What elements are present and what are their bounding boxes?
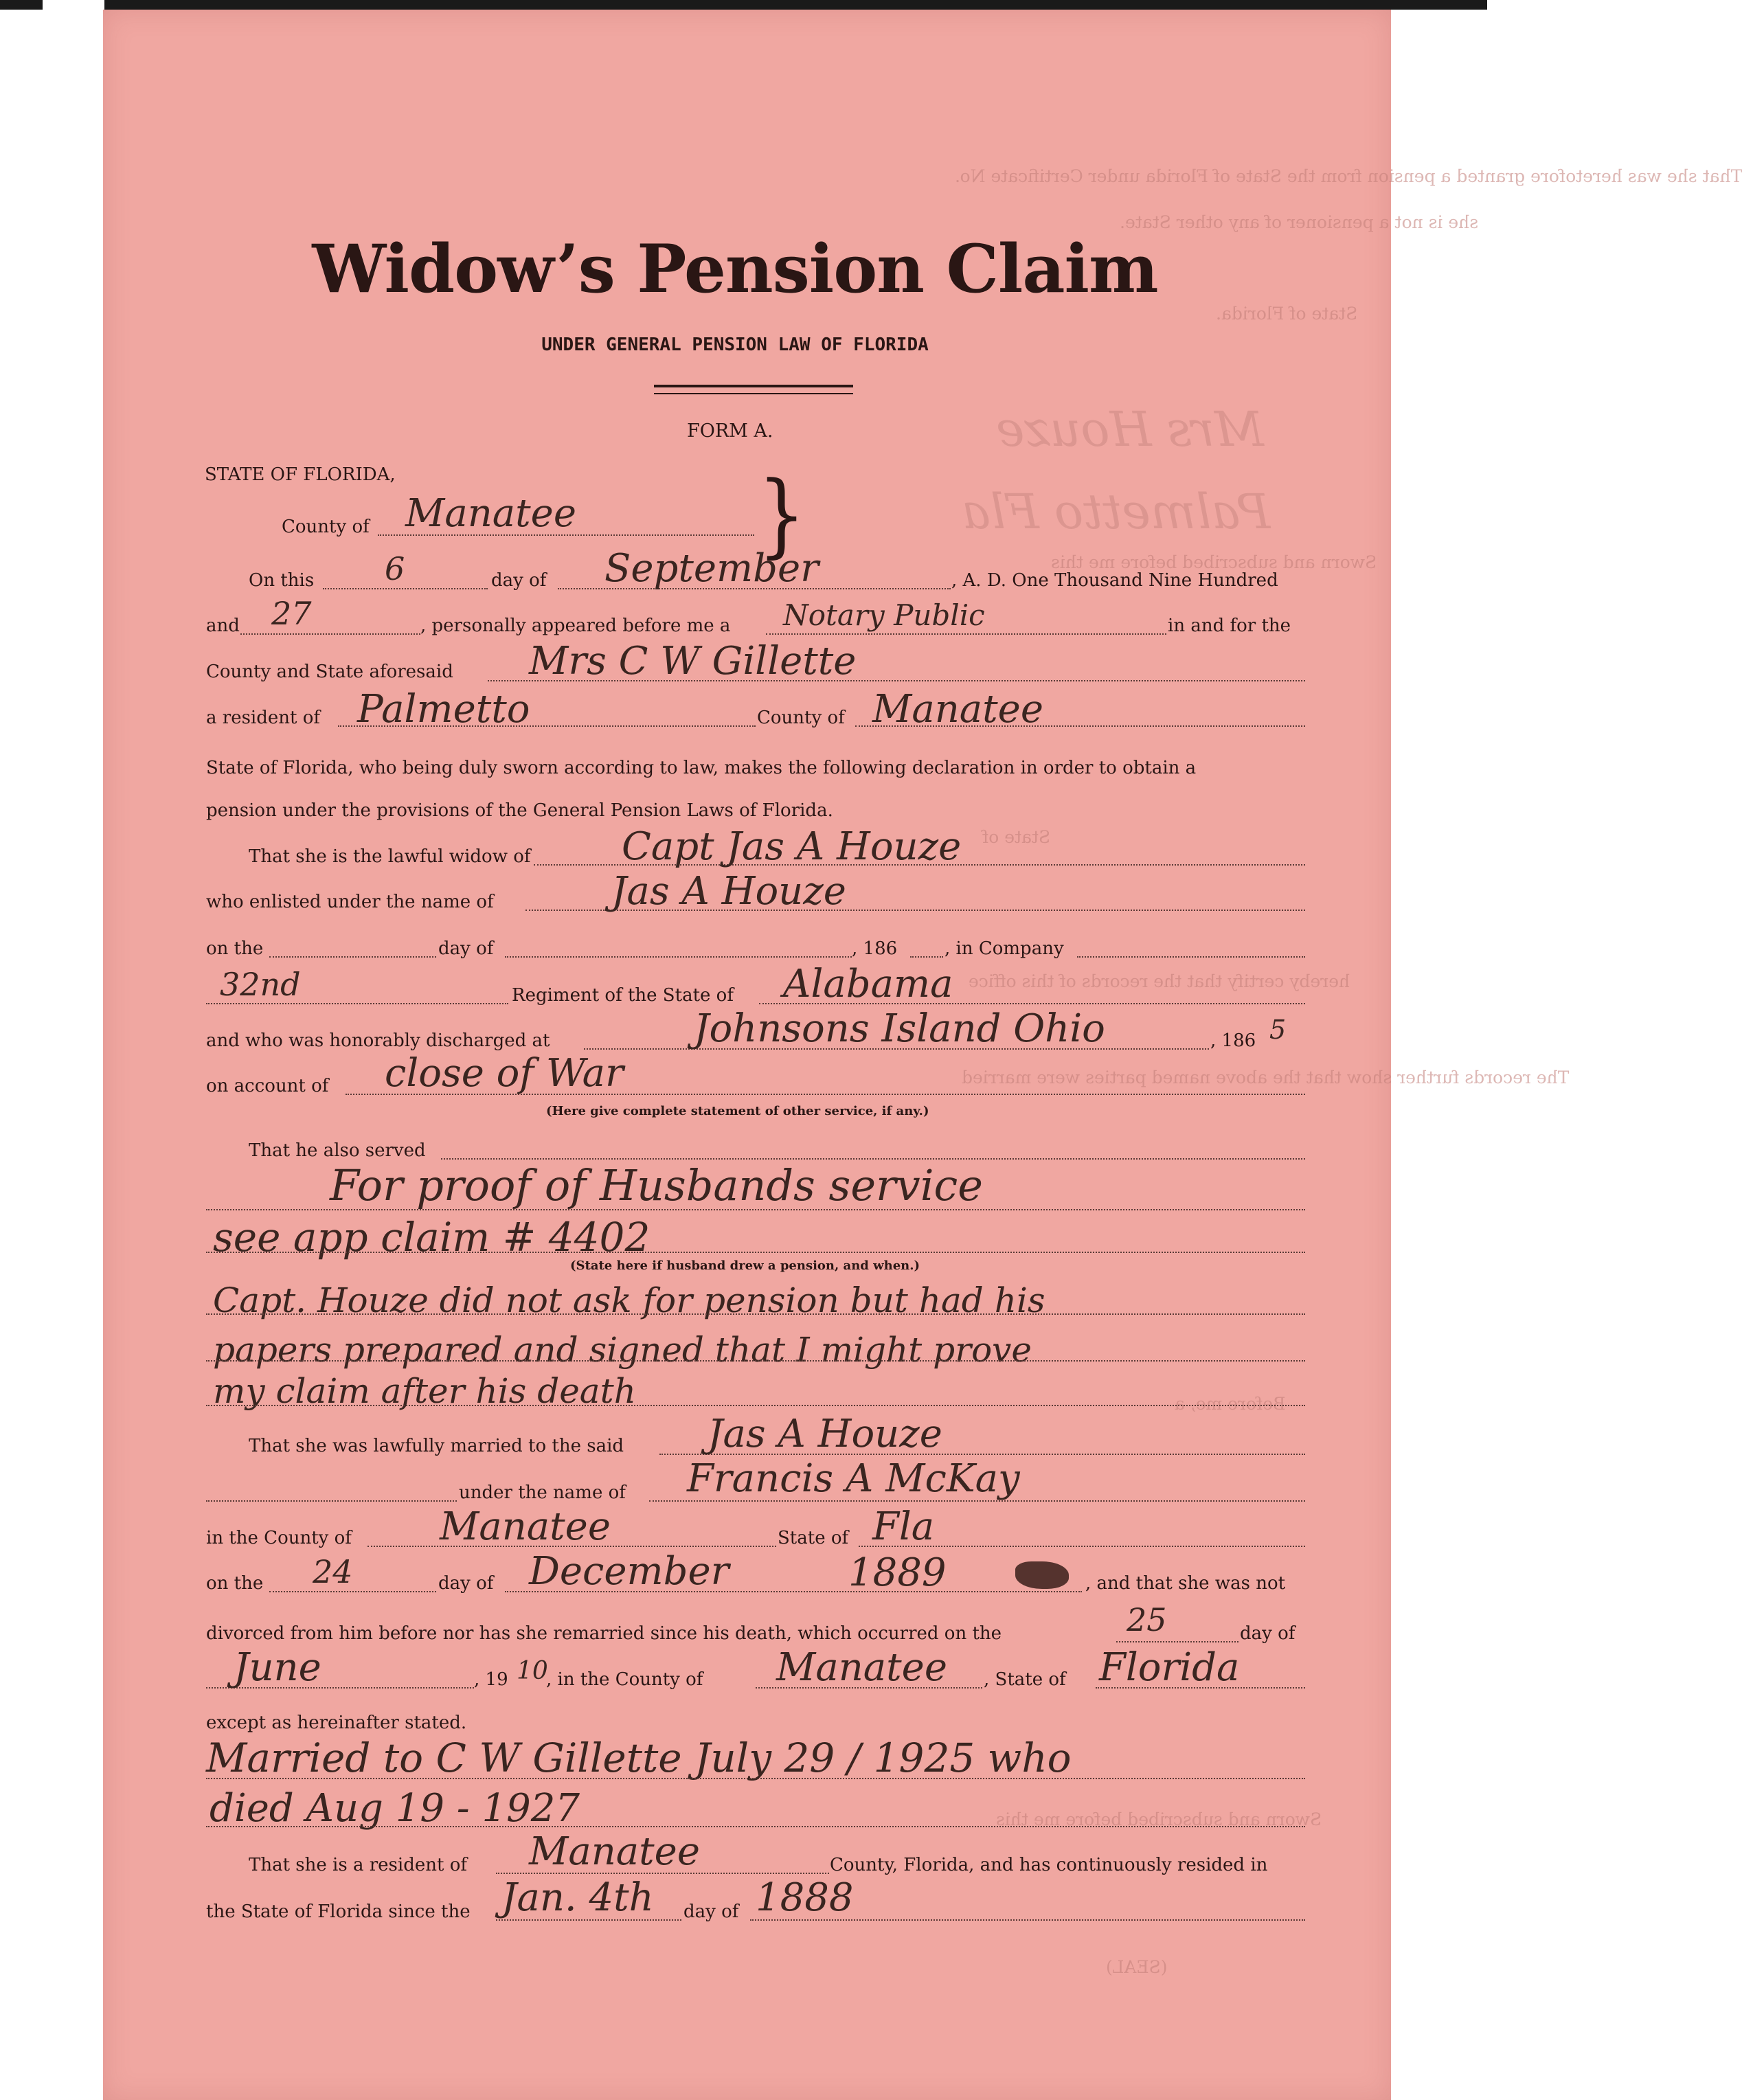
death-state-label: , State of bbox=[984, 1669, 1066, 1690]
year-19-label: , 19 bbox=[474, 1669, 508, 1690]
bleed-through-text: Sworn and subscribed before me this bbox=[996, 1809, 1322, 1829]
since-date-entry: Jan. 4th bbox=[501, 1875, 654, 1920]
bleed-through-signature: Mrs Houze bbox=[996, 401, 1264, 458]
also-served-label: That he also served bbox=[249, 1140, 426, 1161]
bleed-through-text: (SEAL) bbox=[1106, 1957, 1168, 1977]
pension-note: (State here if husband drew a pension, and when.) bbox=[570, 1258, 920, 1273]
declaration-line-2: pension under the provisions of the General Pension Laws of Florida. bbox=[206, 800, 833, 821]
lawful-widow-label: That she is the lawful widow of bbox=[249, 846, 531, 867]
enlist-month-line bbox=[505, 956, 852, 958]
not-divorced-label: , and that she was not bbox=[1085, 1573, 1286, 1594]
county2-entry: Manatee bbox=[872, 687, 1043, 732]
regiment-line bbox=[206, 1003, 508, 1004]
remarriage-line-1 bbox=[206, 1778, 1305, 1779]
husband-entry: Capt Jas A Houze bbox=[622, 824, 962, 869]
maiden-name-entry: Francis A McKay bbox=[687, 1456, 1020, 1501]
day-line bbox=[323, 588, 488, 589]
resident-county-entry: Manatee bbox=[529, 1829, 700, 1874]
discharge-place-entry: Johnsons Island Ohio bbox=[694, 1006, 1105, 1051]
bleed-through-text: The records further show that the above named parties were married bbox=[962, 1068, 1570, 1087]
since-year-entry: 1888 bbox=[756, 1875, 854, 1920]
residence-entry: Palmetto bbox=[357, 687, 530, 732]
ad-label: , A. D. One Thousand Nine Hundred bbox=[951, 570, 1278, 591]
under-name-label: under the name of bbox=[459, 1482, 626, 1503]
death-county-entry: Manatee bbox=[776, 1645, 947, 1690]
company-label: , in Company bbox=[944, 938, 1064, 959]
claimant-entry: Mrs C W Gillette bbox=[529, 639, 857, 684]
since-label: the State of Florida since the bbox=[206, 1901, 471, 1922]
marriage-county-entry: Manatee bbox=[440, 1504, 611, 1549]
marriage-day-entry: 24 bbox=[313, 1553, 353, 1590]
marriage-month-entry: December bbox=[529, 1549, 729, 1594]
divorced-label: divorced from him before nor has she remarried since his death, which occurred on the bbox=[206, 1623, 1002, 1644]
marriage-state-label: State of bbox=[778, 1528, 849, 1548]
personally-label: , personally appeared before me a bbox=[420, 616, 731, 636]
on-this-label: On this bbox=[249, 570, 315, 591]
since-day-of-label: day of bbox=[683, 1901, 739, 1922]
month-entry: September bbox=[604, 546, 819, 591]
marriage-on-the-label: on the bbox=[206, 1573, 264, 1594]
on-account-label: on account of bbox=[206, 1076, 329, 1096]
and-label: and bbox=[206, 616, 240, 636]
day-entry: 6 bbox=[385, 550, 405, 587]
under-name-prefix-line bbox=[206, 1500, 457, 1502]
enlisted-entry: Jas A Houze bbox=[611, 869, 846, 914]
title-rule bbox=[654, 393, 853, 394]
service-line-1 bbox=[206, 1209, 1305, 1210]
married-to-label: That she was lawfully married to the said bbox=[249, 1436, 624, 1456]
company-line bbox=[1077, 956, 1305, 958]
officer-line bbox=[766, 633, 1166, 635]
marriage-day-of-label: day of bbox=[438, 1573, 494, 1594]
form-title: Widow’s Pension Claim bbox=[312, 230, 1158, 308]
service-note: (Here give complete statement of other service, if any.) bbox=[546, 1104, 929, 1118]
except-label: except as hereinafter stated. bbox=[206, 1713, 467, 1733]
on-the-label: on the bbox=[206, 938, 264, 959]
service-entry-1: For proof of Husbands service bbox=[330, 1160, 983, 1210]
remarriage-entry-2: died Aug 19 - 1927 bbox=[210, 1786, 580, 1831]
death-month-entry: June bbox=[234, 1645, 321, 1690]
marriage-day-line bbox=[269, 1591, 436, 1592]
pension-line-1 bbox=[206, 1313, 1305, 1315]
bleed-through-text: hereby certify that the records of this office bbox=[969, 971, 1350, 991]
discharged-label: and who was honorably discharged at bbox=[206, 1030, 550, 1051]
resident-label: That she is a resident of bbox=[249, 1855, 467, 1875]
marriage-year-entry: 1889 bbox=[848, 1550, 947, 1595]
county-label: County of bbox=[282, 517, 370, 537]
death-county-label: , in the County of bbox=[546, 1669, 703, 1690]
year-line bbox=[240, 633, 420, 635]
death-year-entry: 10 bbox=[517, 1657, 548, 1685]
form-label: FORM A. bbox=[687, 420, 773, 442]
county-entry: Manatee bbox=[405, 491, 576, 536]
declaration-line-1: State of Florida, who being duly sworn according to law, makes the following declaration in order to obtain a bbox=[206, 758, 1197, 778]
bleed-through-signature: Palmetto Fla bbox=[962, 484, 1271, 540]
pension-line-2 bbox=[206, 1360, 1305, 1362]
enlist-day-line bbox=[269, 956, 436, 958]
remarriage-line-2 bbox=[206, 1826, 1305, 1827]
death-day-of-label: day of bbox=[1240, 1623, 1296, 1644]
bleed-through-text: That she was heretofore granted a pension from the State of Florida under Certificate No. bbox=[955, 166, 1742, 186]
death-day-entry: 25 bbox=[1127, 1601, 1167, 1638]
resident-of-label: a resident of bbox=[206, 708, 321, 728]
enlist-year-line bbox=[910, 956, 943, 958]
state-label: STATE OF FLORIDA, bbox=[205, 464, 396, 485]
officer-entry: Notary Public bbox=[783, 598, 985, 632]
enlisted-label: who enlisted under the name of bbox=[206, 892, 494, 912]
service-line-2 bbox=[206, 1252, 1305, 1253]
pension-line-3 bbox=[206, 1405, 1305, 1406]
year-entry: 27 bbox=[271, 595, 312, 632]
county-of-label-2: County of bbox=[757, 708, 845, 728]
death-state-entry: Florida bbox=[1099, 1645, 1240, 1690]
marriage-county-label: in the County of bbox=[206, 1528, 352, 1548]
enlist-day-of-label: day of bbox=[438, 938, 494, 959]
regiment-label: Regiment of the State of bbox=[512, 985, 734, 1006]
pension-entry-2: papers prepared and signed that I might prove bbox=[213, 1330, 1032, 1370]
service-entry-2: see app claim # 4402 bbox=[213, 1214, 651, 1261]
married-to-entry: Jas A Houze bbox=[708, 1412, 942, 1456]
pension-entry-3: my claim after his death bbox=[213, 1371, 636, 1411]
bleed-through-text: State of Florida. bbox=[1216, 304, 1358, 324]
form-subtitle: UNDER GENERAL PENSION LAW OF FLORIDA bbox=[541, 335, 929, 355]
bleed-through-text: she is not a pensioner of any other State. bbox=[1120, 212, 1479, 232]
title-rule bbox=[654, 385, 853, 387]
regiment-state-entry: Alabama bbox=[783, 962, 953, 1006]
county-florida-label: County, Florida, and has continuously resided in bbox=[830, 1855, 1268, 1875]
death-day-line bbox=[1116, 1641, 1238, 1642]
remarriage-entry-1: Married to C W Gillette July 29 / 1925 who bbox=[206, 1735, 1072, 1781]
ink-blot bbox=[1015, 1561, 1069, 1589]
reason-entry: close of War bbox=[385, 1051, 624, 1096]
discharge-year-label: , 186 bbox=[1210, 1030, 1256, 1051]
also-served-line bbox=[441, 1158, 1305, 1160]
pension-entry-1: Capt. Houze did not ask for pension but had his bbox=[213, 1280, 1045, 1320]
scan-border-top bbox=[0, 0, 1487, 10]
regiment-entry: 32nd bbox=[220, 966, 301, 1003]
year-186-label: , 186 bbox=[852, 938, 898, 959]
day-of-label: day of bbox=[491, 570, 547, 591]
brace: } bbox=[758, 462, 806, 567]
marriage-state-entry: Fla bbox=[872, 1504, 935, 1549]
county-state-label: County and State aforesaid bbox=[206, 662, 453, 682]
bleed-through-text: Sworn and subscribed before me this bbox=[1051, 552, 1377, 572]
in-and-for-label: in and for the bbox=[1168, 616, 1291, 636]
bleed-through-text: State of bbox=[982, 827, 1051, 847]
discharge-year-entry: 5 bbox=[1269, 1015, 1287, 1045]
bleed-through-text: Before me, a bbox=[1175, 1394, 1286, 1414]
scan-gap bbox=[43, 0, 104, 11]
